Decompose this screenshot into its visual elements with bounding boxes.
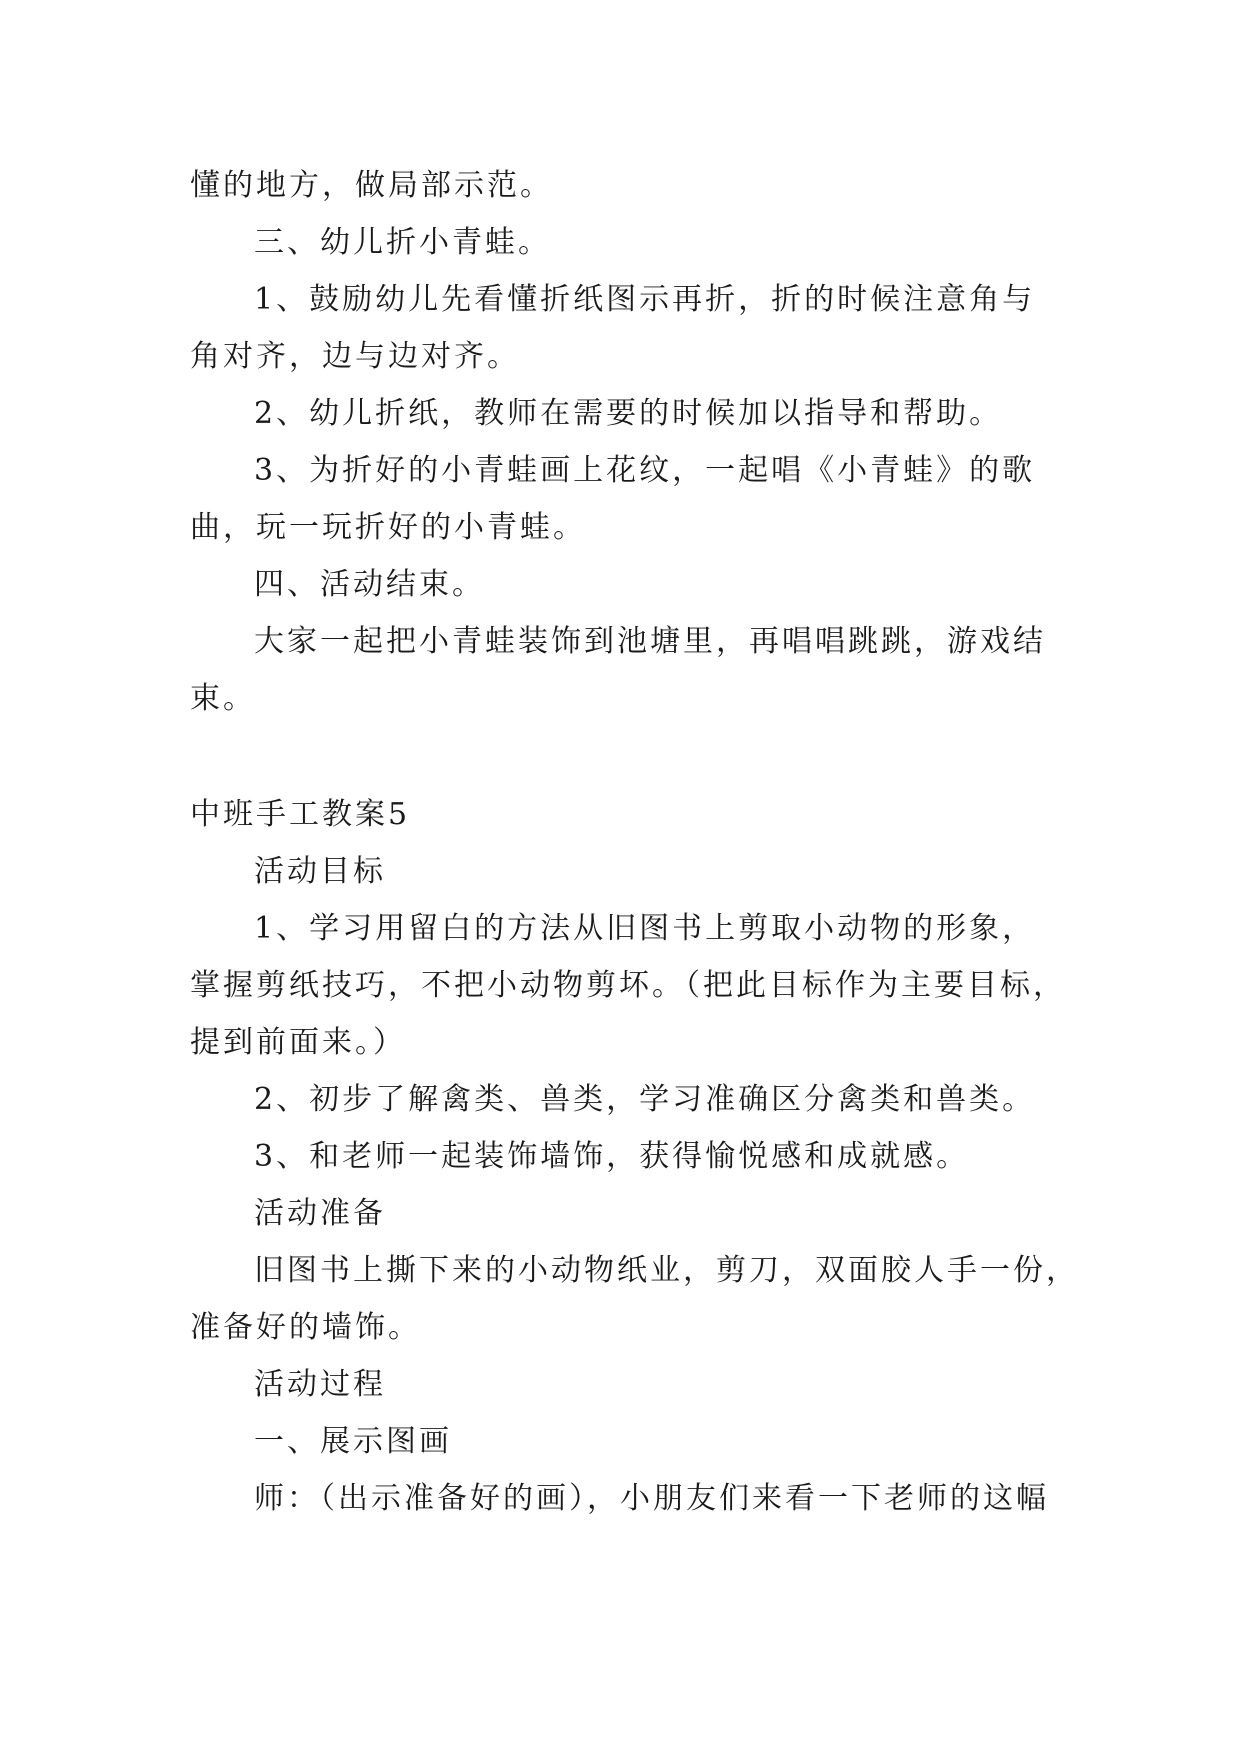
heading-activity-preparation: 活动准备 [254, 1196, 386, 1231]
goal-1-text-continued-2: 提到前面来。） [190, 1025, 406, 1060]
heading-activity-process: 活动过程 [254, 1367, 386, 1402]
step-2-text: 2、幼儿折纸，教师在需要的时候加以指导和帮助。 [254, 396, 1003, 431]
section-heading-show-picture: 一、展示图画 [254, 1424, 452, 1459]
step-1-text: 1、鼓励幼儿先看懂折纸图示再折，折的时候注意角与 [254, 282, 1036, 317]
text-line-continuation: 懂的地方，做局部示范。 [190, 168, 553, 203]
teacher-dialogue-text: 师：（出示准备好的画），小朋友们来看一下老师的这幅 [254, 1481, 1049, 1516]
heading-activity-goals: 活动目标 [254, 854, 386, 889]
goal-3-text: 3、和老师一起装饰墙饰，获得愉悦感和成就感。 [254, 1139, 970, 1174]
activity-end-text: 大家一起把小青蛙装饰到池塘里，再唱唱跳跳，游戏结 [254, 624, 1046, 659]
activity-end-text-continued: 束。 [190, 681, 256, 716]
goal-1-text: 1、学习用留白的方法从旧图书上剪取小动物的形象， [254, 911, 1036, 946]
section-heading-fold-frog: 三、幼儿折小青蛙。 [254, 225, 551, 260]
section-heading-activity-end: 四、活动结束。 [254, 567, 485, 602]
step-3-text-continued: 曲，玩一玩折好的小青蛙。 [190, 510, 586, 545]
goal-2-text: 2、初步了解禽类、兽类，学习准确区分禽类和兽类。 [254, 1082, 1036, 1117]
goal-1-text-continued: 掌握剪纸技巧，不把小动物剪坏。（把此目标作为主要目标， [190, 968, 1066, 1003]
lesson-title: 中班手工教案5 [190, 797, 411, 832]
step-1-text-continued: 角对齐，边与边对齐。 [190, 339, 520, 374]
step-3-text: 3、为折好的小青蛙画上花纹，一起唱《小青蛙》的歌 [254, 453, 1036, 488]
preparation-text: 旧图书上撕下来的小动物纸业，剪刀，双面胶人手一份， [254, 1253, 1079, 1288]
preparation-text-continued: 准备好的墙饰。 [190, 1310, 421, 1345]
